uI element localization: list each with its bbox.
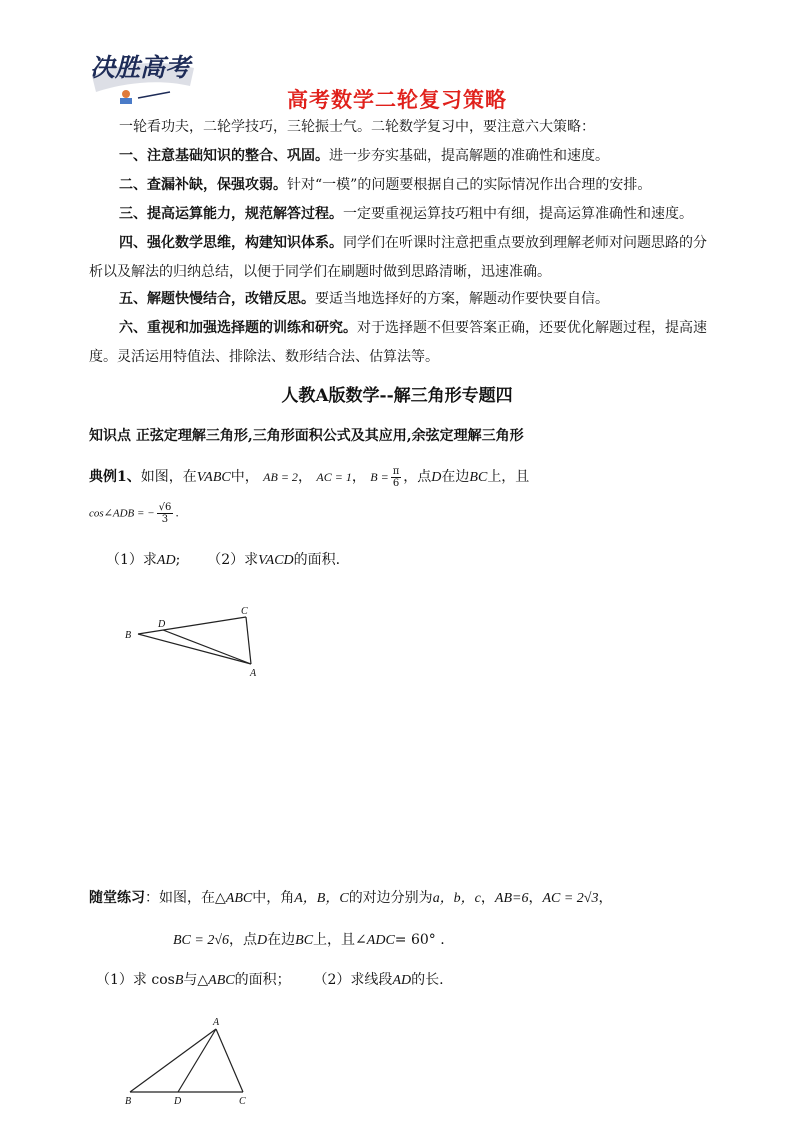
segment-ba: [138, 634, 251, 664]
question-1-var: AD: [156, 553, 176, 568]
strategy-2-body: 针对“一模”的问题要根据自己的实际情况作出合理的安排。: [287, 177, 652, 193]
strategy-4-heading: 四、强化数学思维，构建知识体系。: [119, 235, 343, 251]
fraction-numerator: π: [392, 465, 400, 477]
strategy-6-heading: 六、重视和加强选择题的训练和研究。: [119, 320, 357, 336]
strategy-5: [89, 285, 707, 314]
question-2-label: （2）求线段: [313, 972, 393, 988]
practice-text: 的对边分别为: [348, 890, 433, 906]
practice-figure: [118, 1012, 258, 1108]
practice-statement-line-2: [173, 926, 445, 955]
angle-adc: ADC: [366, 933, 395, 948]
question-2-var: AD: [392, 973, 412, 988]
given-ab: AB = 2: [263, 470, 298, 484]
example-1-text: ，点: [403, 469, 432, 485]
practice-colon: ：: [145, 890, 159, 906]
practice-text: 如图，在△: [159, 890, 226, 906]
practice-statement: 随堂练习：如图，在△ABC中，角A，B，C的对边分别为a，b，c，AB=6，AC = 2√3，: [89, 890, 613, 906]
strategy-3-body: 一定要重视运算技巧粗中有细，提高运算准确性和速度。: [343, 206, 693, 222]
section-title: 人教A版数学--解三角形专题四: [281, 386, 513, 406]
edge-bc: BC: [295, 933, 314, 948]
strategy-4: [89, 229, 707, 287]
question-2-var: VACD: [258, 553, 294, 568]
practice-text: 在边: [267, 932, 296, 948]
strategy-5-body: 要适当地选择好的方案，解题动作要快要自信。: [315, 291, 609, 307]
practice-text: ，点: [229, 932, 258, 948]
practice-text: 中，角: [252, 890, 295, 906]
label-b: B: [125, 1096, 132, 1107]
question-1-var: B: [174, 973, 184, 988]
question-1-end: 的面积；: [234, 972, 291, 988]
cos-condition: [89, 502, 179, 525]
strategy-2: [89, 171, 707, 200]
example-1-text: 在边: [441, 469, 470, 485]
point-d: D: [257, 933, 268, 948]
question-1-label: （1）求: [106, 552, 157, 568]
example-1-label: 典例1、: [89, 469, 141, 485]
question-2-label: （2）求: [207, 552, 259, 568]
practice-questions: [96, 966, 444, 995]
question-1-tri: ABC: [208, 973, 235, 988]
strategy-6: [89, 314, 707, 372]
label-d: D: [158, 619, 166, 630]
strategy-1-body: 进一步夯实基础，提高解题的准确性和速度。: [329, 148, 609, 164]
fraction-denominator: 3: [161, 514, 169, 525]
label-c: C: [239, 1096, 246, 1107]
triangle-abc: ABC: [225, 891, 253, 906]
given-b-angle: B =: [370, 470, 389, 484]
strategy-6-body: 对于选择题不但要答案正确，还要优化解题过程，提高速度。灵活运用特值法、排除法、数形结合法、估算法等。: [89, 320, 707, 365]
question-1-label: （1）求 cos: [96, 972, 175, 988]
segment-ad: [178, 1029, 216, 1092]
cos-lhs: cos∠ADB = −: [89, 507, 155, 520]
given-ac: AC = 2√3: [542, 891, 599, 906]
sides-abc: a，b，c: [432, 891, 481, 906]
label-a: A: [213, 1017, 220, 1028]
given-bc: BC = 2√6: [173, 933, 230, 948]
label-c: C: [241, 606, 248, 617]
page-title: 高考数学二轮复习策略: [287, 88, 507, 112]
question-1-mid: 与△: [183, 972, 209, 988]
label-d: D: [174, 1096, 182, 1107]
strategy-4-body: 同学们在听课时注意把重点要放到理解老师对问题思路的分析以及解法的归纳总结，以便于同学们在刷题时做到思路清晰，迅速准确。: [89, 235, 707, 280]
segment-ca: [246, 617, 251, 664]
example-1-text: 如图，在: [140, 469, 197, 485]
strategy-2-heading: 二、查漏补缺，保强攻弱。: [119, 177, 287, 193]
segment-ac: [216, 1029, 243, 1092]
fraction-denominator: 6: [392, 477, 400, 489]
fraction-sqrt6-over-3: [157, 502, 174, 525]
point-d: D: [431, 470, 442, 485]
question-2-end: 的长.: [411, 972, 444, 988]
strategy-3: [89, 200, 707, 229]
knowledge-point: 知识点 正弦定理解三角形,三角形面积公式及其应用,余弦定理解三角形: [89, 428, 524, 444]
strategy-3-heading: 三、提高运算能力，规范解答过程。: [119, 206, 343, 222]
question-1-end: ;: [175, 552, 181, 568]
strategy-1: [89, 142, 707, 171]
fraction-pi-over-6: [391, 466, 402, 489]
example-1-questions: [106, 546, 340, 575]
strategy-1-heading: 一、注意基础知识的整合、巩固。: [119, 148, 329, 164]
segment-ba: [130, 1029, 216, 1092]
period: .: [175, 506, 179, 520]
example-1-text: 上，且: [487, 469, 530, 485]
example-1-figure: [120, 600, 270, 682]
segment-da: [163, 630, 251, 664]
label-b: B: [125, 630, 132, 641]
given-ab: AB=6: [494, 891, 529, 906]
example-1-text: 中，: [230, 469, 259, 485]
fraction-numerator: √6: [158, 502, 172, 513]
given-ac: AC = 1: [316, 470, 352, 484]
logo-text: 决胜高考: [90, 53, 191, 82]
segment-bc: [138, 617, 246, 634]
practice-label: 随堂练习: [89, 890, 145, 906]
edge-bc: BC: [469, 470, 488, 485]
intro-text: 一轮看功夫，二轮学技巧，三轮振士气。二轮数学复习中，要注意六大策略：: [119, 119, 595, 135]
practice-text: 上，且∠: [313, 932, 367, 948]
strategy-5-heading: 五、解题快慢结合，改错反思。: [119, 291, 315, 307]
angles-abc: A，B，C: [294, 891, 349, 906]
triangle-symbol: VABC: [196, 470, 231, 485]
practice-text: = 60° .: [394, 932, 445, 948]
example-1-statement: 典例1、如图，在VABC中， AB = 2， AC = 1， B = $\frac{\pi}{6}$ ，点D在边BC上，且: [89, 465, 530, 489]
question-2-end: 的面积.: [293, 552, 341, 568]
label-a: A: [250, 668, 257, 679]
